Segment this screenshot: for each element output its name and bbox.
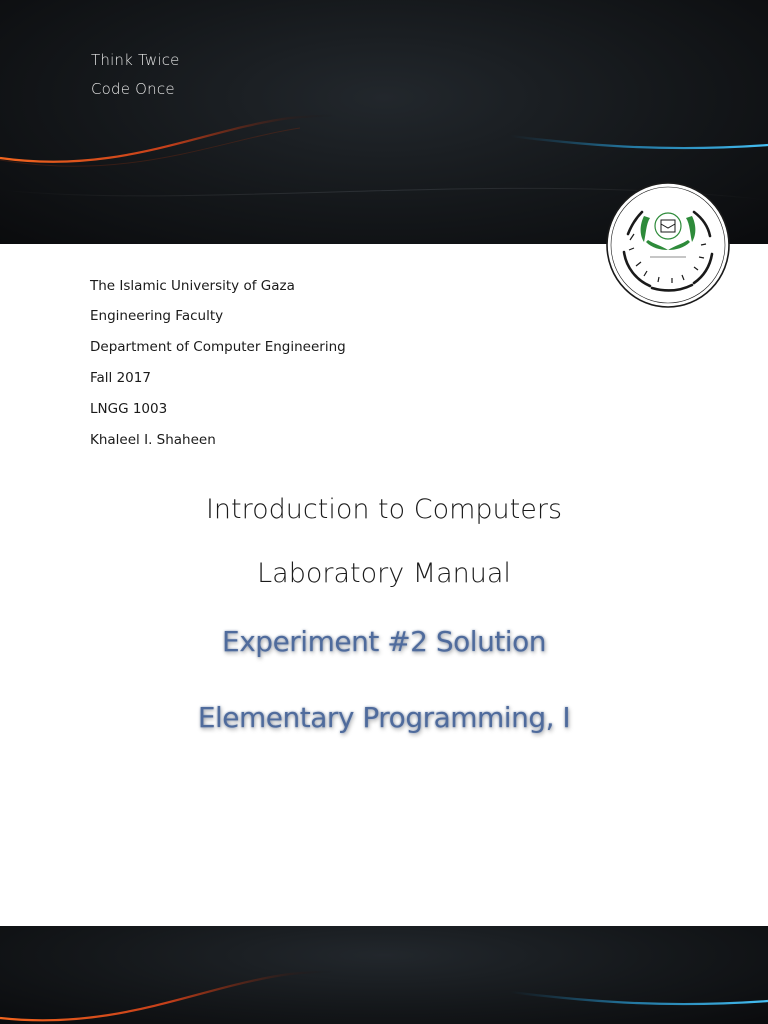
tagline-line-1: Think Twice: [91, 51, 180, 69]
course-title: Introduction to Computers: [205, 494, 563, 525]
semester: Fall 2017: [90, 370, 151, 386]
course-code: LNGG 1003: [90, 401, 168, 417]
author-name: Khaleel I. Shaheen: [90, 432, 216, 448]
manual-title: Laboratory Manual: [257, 558, 511, 589]
department-name: Department of Computer Engineering: [90, 339, 346, 355]
swoosh-decoration-bottom: [0, 926, 768, 1024]
tagline-line-2: Code Once: [91, 80, 175, 98]
university-seal-icon: [606, 182, 730, 308]
faculty-name: Engineering Faculty: [90, 308, 224, 324]
university-name: The Islamic University of Gaza: [90, 278, 295, 294]
experiment-title: Experiment #2 Solution: [222, 625, 546, 658]
topic-title: Elementary Programming, I: [197, 701, 571, 734]
bottom-banner: [0, 926, 768, 1024]
